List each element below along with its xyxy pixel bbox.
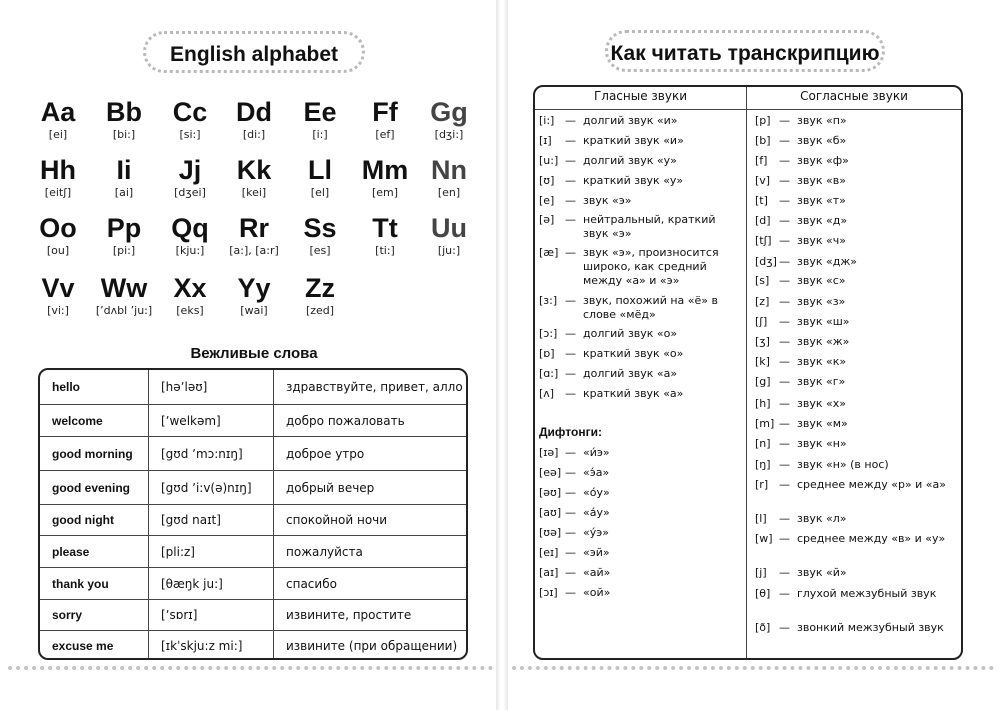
dash: — <box>779 512 790 525</box>
sound-description: звук «т» <box>797 194 846 207</box>
sound-description: звук, похожий на «ё» в слове «мёд» <box>583 294 718 321</box>
sound-description: краткий звук «и» <box>583 134 684 147</box>
ipa-symbol: [b] <box>755 134 771 147</box>
letter-glyph: Oo <box>39 213 77 243</box>
ipa-symbol: [t] <box>755 194 768 207</box>
alphabet-letter <box>419 155 479 201</box>
diphthongs-title: Дифтонги: <box>539 425 602 439</box>
polite-words-title: Вежливые слова <box>190 345 318 362</box>
alphabet-letter <box>160 213 220 259</box>
english-word: thank you <box>40 568 149 599</box>
letter-glyph: Gg <box>430 97 468 127</box>
sound-description: нейтральный, краткий звук «э» <box>583 213 716 240</box>
ipa-symbol: [r] <box>755 478 769 491</box>
word-transcription: [gʊd naɪt] <box>149 505 274 535</box>
sound-description: «о́у» <box>583 486 610 499</box>
word-transcription: [ʼwelkəm] <box>149 405 274 436</box>
english-word: welcome <box>40 405 149 436</box>
sound-description: звук «д» <box>797 214 848 227</box>
sound-description: «и́э» <box>583 446 610 459</box>
sound-description: звук «з» <box>797 295 846 308</box>
letter-transcription: [ju:] <box>437 244 461 257</box>
ipa-symbol: [ʃ] <box>755 315 768 328</box>
alphabet-letter <box>355 97 415 143</box>
sound-description: среднее между «р» и «а» <box>797 478 946 491</box>
alphabet-letter <box>28 97 88 143</box>
english-word: good morning <box>40 437 149 470</box>
ipa-symbol: [ɜ:] <box>539 294 558 307</box>
sound-description: звук «ш» <box>797 315 850 328</box>
russian-translation: здравствуйте, привет, алло <box>286 380 463 394</box>
consonants-header: Согласные звуки <box>800 89 908 103</box>
word-transcription: [θæŋk ju:] <box>149 568 274 599</box>
dash: — <box>779 587 790 600</box>
letter-glyph: Ww <box>100 273 148 303</box>
ipa-symbol: [əʊ] <box>539 486 562 499</box>
word-transcription: [gʊd ʼmɔ:nɪŋ] <box>149 437 274 470</box>
sound-description: долгий звук «а» <box>583 367 678 380</box>
letter-glyph: Xx <box>173 273 207 303</box>
sound-description: звук «э» <box>583 194 632 207</box>
word-transcription: [gʊd ʼi:v(ə)nɪŋ] <box>149 471 274 504</box>
sound-description: звук «б» <box>797 134 847 147</box>
letter-transcription: [pi:] <box>112 244 136 257</box>
sound-description: долгий звук «о» <box>583 327 678 340</box>
ipa-symbol: [i:] <box>539 114 555 127</box>
book-spine <box>496 0 508 710</box>
ipa-symbol: [ə] <box>539 213 555 226</box>
word-transcription: [ʼsɒrɪ] <box>149 600 274 630</box>
ipa-symbol: [ɔ:] <box>539 327 558 340</box>
letter-transcription: [i:] <box>312 128 328 141</box>
dash: — <box>565 526 576 539</box>
alphabet-letter <box>355 213 415 259</box>
ipa-symbol: [ʊə] <box>539 526 562 539</box>
letter-transcription: [si:] <box>179 128 201 141</box>
ipa-symbol: [θ] <box>755 587 771 600</box>
letter-glyph: Tt <box>372 213 398 243</box>
word-transcription: [pli:z] <box>149 536 274 567</box>
letter-glyph: Qq <box>171 213 209 243</box>
table-row <box>40 470 466 504</box>
alphabet-letter <box>224 97 284 143</box>
russian-translation: доброе утро <box>286 446 365 461</box>
table-row <box>40 436 466 470</box>
english-word: good night <box>40 505 149 535</box>
letter-glyph: Cc <box>172 97 208 127</box>
alphabet-letter <box>419 97 479 143</box>
english-word: good evening <box>40 471 149 504</box>
letter-transcription: [zed] <box>305 304 335 317</box>
alphabet-letter <box>160 273 220 319</box>
russian-translation: извините, простите <box>286 608 412 622</box>
alphabet-letter <box>94 213 154 259</box>
ipa-symbol: [ɪə] <box>539 446 559 459</box>
table-row <box>40 370 466 404</box>
letter-glyph: Ss <box>303 213 337 243</box>
dash: — <box>565 114 576 127</box>
dash: — <box>565 347 576 360</box>
letter-glyph: Dd <box>236 97 272 127</box>
sound-description: звук «дж» <box>797 255 857 268</box>
sound-description: звук «ж» <box>797 335 850 348</box>
sound-description: звук «й» <box>797 566 847 579</box>
dash: — <box>565 367 576 380</box>
ipa-symbol: [tʃ] <box>755 234 772 247</box>
letter-transcription: [ei] <box>48 128 68 141</box>
alphabet-title: English alphabet <box>143 31 365 73</box>
letter-transcription: [eitʃ] <box>44 186 72 199</box>
alphabet-letter <box>28 273 88 319</box>
page-border-dots-right <box>512 666 994 670</box>
letter-transcription: [eks] <box>176 304 204 317</box>
russian-translation: пожалуйста <box>286 544 363 559</box>
sound-description: «э́а» <box>583 466 610 479</box>
sound-description: краткий звук «у» <box>583 174 684 187</box>
sound-description: краткий звук «о» <box>583 347 684 360</box>
sound-description: звук «н» (в нос) <box>797 458 889 471</box>
sound-description: звук «ф» <box>797 154 849 167</box>
letter-transcription: [ai] <box>114 186 134 199</box>
sound-description: звук «ч» <box>797 234 846 247</box>
sound-description: звук «м» <box>797 417 848 430</box>
ipa-symbol: [k] <box>755 355 770 368</box>
ipa-symbol: [h] <box>755 397 771 410</box>
ipa-symbol: [ɔɪ] <box>539 586 558 599</box>
ipa-symbol: [e] <box>539 194 555 207</box>
sound-description: среднее между «в» и «у» <box>797 532 946 545</box>
letter-transcription: [el] <box>310 186 330 199</box>
polite-words-table <box>38 368 468 660</box>
alphabet-letter <box>160 155 220 201</box>
dash: — <box>779 375 790 388</box>
dash: — <box>779 255 790 268</box>
alphabet-letter <box>419 213 479 259</box>
ipa-symbol: [ð] <box>755 621 771 634</box>
word-transcription: [həʼləʊ] <box>149 370 274 404</box>
letter-glyph: Ff <box>372 97 398 127</box>
transcription-title: Как читать транскрипцию <box>605 30 885 72</box>
letter-glyph: Hh <box>40 155 76 185</box>
sound-description: звонкий межзубный звук <box>797 621 944 634</box>
dash: — <box>565 194 576 207</box>
sound-description: «у́э» <box>583 526 610 539</box>
russian-translation: извините (при обращении) <box>286 638 458 653</box>
russian-translation: спокойной ночи <box>286 513 388 527</box>
ipa-symbol: [dʒ] <box>755 255 777 268</box>
letter-glyph: Ii <box>116 155 132 185</box>
letter-transcription: [kju:] <box>175 244 205 257</box>
dash: — <box>565 246 576 259</box>
word-transcription: [ɪkˈskju:z mi:] <box>149 631 274 660</box>
letter-glyph: Nn <box>431 155 467 185</box>
dash: — <box>565 566 576 579</box>
dash: — <box>565 446 576 459</box>
sound-description: «ой» <box>583 586 611 599</box>
sound-description: долгий звук «и» <box>583 114 678 127</box>
ipa-symbol: [d] <box>755 214 771 227</box>
letter-glyph: Yy <box>237 273 271 303</box>
dash: — <box>779 437 790 450</box>
letter-glyph: Rr <box>238 213 269 243</box>
alphabet-letter <box>94 155 154 201</box>
dash: — <box>779 274 790 287</box>
alphabet-letter <box>224 273 284 319</box>
table-row <box>40 630 466 660</box>
english-word: sorry <box>40 600 149 630</box>
letter-glyph: Vv <box>41 273 75 303</box>
dash: — <box>779 335 790 348</box>
letter-transcription: [kei] <box>241 186 267 199</box>
dash: — <box>565 387 576 400</box>
sound-description: «ай» <box>583 566 611 579</box>
letter-transcription: [em] <box>371 186 399 199</box>
letter-transcription: [a:], [a:r] <box>229 244 279 257</box>
ipa-symbol: [æ] <box>539 246 559 259</box>
ipa-symbol: [m] <box>755 417 775 430</box>
sound-description: «а́у» <box>583 506 610 519</box>
ipa-symbol: [u:] <box>539 154 559 167</box>
dash: — <box>779 295 790 308</box>
dash: — <box>779 458 790 471</box>
ipa-symbol: [ɒ] <box>539 347 555 360</box>
letter-glyph: Uu <box>431 213 467 243</box>
dash: — <box>779 315 790 328</box>
letter-transcription: [bi:] <box>112 128 136 141</box>
ipa-symbol: [s] <box>755 274 770 287</box>
ipa-symbol: [ʒ] <box>755 335 770 348</box>
dash: — <box>565 466 576 479</box>
alphabet-letter <box>224 155 284 201</box>
letter-glyph: Pp <box>106 213 142 243</box>
alphabet-letter <box>355 155 415 201</box>
letter-glyph: Ee <box>303 97 337 127</box>
dash: — <box>565 506 576 519</box>
dash: — <box>565 486 576 499</box>
sound-description: краткий звук «а» <box>583 387 684 400</box>
dash: — <box>779 154 790 167</box>
dash: — <box>565 134 576 147</box>
alphabet-letter <box>94 273 154 319</box>
dash: — <box>779 214 790 227</box>
english-word: hello <box>40 370 149 404</box>
letter-glyph: Bb <box>106 97 142 127</box>
ipa-symbol: [j] <box>755 566 767 579</box>
sound-description: глухой межзубный звук <box>797 587 937 600</box>
ipa-symbol: [v] <box>755 174 771 187</box>
table-row <box>40 535 466 567</box>
ipa-symbol: [ʌ] <box>539 387 555 400</box>
alphabet-letter <box>290 97 350 143</box>
sound-description: звук «п» <box>797 114 847 127</box>
sound-description: звук «к» <box>797 355 847 368</box>
dash: — <box>779 234 790 247</box>
dash: — <box>565 174 576 187</box>
alphabet-letter <box>28 213 88 259</box>
sound-description: звук «н» <box>797 437 847 450</box>
ipa-symbol: [l] <box>755 512 767 525</box>
letter-glyph: Kk <box>236 155 272 185</box>
table-row <box>40 404 466 436</box>
ipa-symbol: [ɑ:] <box>539 367 559 380</box>
letter-transcription: [dʒi:] <box>434 128 464 141</box>
alphabet-letter <box>94 97 154 143</box>
alphabet-letter <box>28 155 88 201</box>
alphabet-letter <box>290 213 350 259</box>
russian-translation: добрый вечер <box>286 480 375 495</box>
sound-description: звук «л» <box>797 512 847 525</box>
table-row <box>40 599 466 630</box>
header-divider <box>535 109 961 110</box>
alphabet-letter <box>290 155 350 201</box>
dash: — <box>779 478 790 491</box>
dash: — <box>779 194 790 207</box>
ipa-symbol: [w] <box>755 532 773 545</box>
letter-glyph: Jj <box>178 155 202 185</box>
russian-translation: добро пожаловать <box>286 413 405 428</box>
sound-description: звук «г» <box>797 375 846 388</box>
dash: — <box>779 355 790 368</box>
letter-transcription: [ti:] <box>375 244 395 257</box>
page-border-dots-left <box>8 666 493 670</box>
dash: — <box>779 397 790 410</box>
dash: — <box>565 294 576 307</box>
ipa-symbol: [f] <box>755 154 768 167</box>
dash: — <box>779 134 790 147</box>
letter-transcription: [es] <box>309 244 331 257</box>
dash: — <box>565 327 576 340</box>
dash: — <box>779 174 790 187</box>
dash: — <box>779 621 790 634</box>
sound-description: звук «в» <box>797 174 846 187</box>
russian-translation: спасибо <box>286 576 337 591</box>
ipa-symbol: [ɪ] <box>539 134 552 147</box>
letter-transcription: [wai] <box>240 304 268 317</box>
dash: — <box>565 154 576 167</box>
column-divider <box>746 87 747 658</box>
ipa-symbol: [aɪ] <box>539 566 559 579</box>
ipa-symbol: [ŋ] <box>755 458 771 471</box>
ipa-symbol: [eɪ] <box>539 546 559 559</box>
letter-glyph: Aa <box>40 97 76 127</box>
ipa-symbol: [z] <box>755 295 770 308</box>
ipa-symbol: [g] <box>755 375 771 388</box>
alphabet-letter <box>290 273 350 319</box>
letter-glyph: Mm <box>361 155 409 185</box>
alphabet-letter <box>160 97 220 143</box>
letter-transcription: [dʒei] <box>174 186 206 199</box>
table-row <box>40 504 466 535</box>
sound-description: звук «э», произносится широко, как средний между «а» и «э» <box>583 246 719 287</box>
sound-description: звук «х» <box>797 397 846 410</box>
sound-description: звук «с» <box>797 274 846 287</box>
letter-transcription: [ef] <box>375 128 395 141</box>
english-word: excuse me <box>40 631 149 660</box>
letter-transcription: [ʼdʌbl ʼju:] <box>95 304 153 317</box>
ipa-symbol: [aʊ] <box>539 506 562 519</box>
letter-transcription: [di:] <box>242 128 266 141</box>
table-row <box>40 567 466 599</box>
dash: — <box>565 213 576 226</box>
english-word: please <box>40 536 149 567</box>
dash: — <box>565 546 576 559</box>
sound-description: долгий звук «у» <box>583 154 677 167</box>
ipa-symbol: [ʊ] <box>539 174 555 187</box>
alphabet-letter <box>224 213 284 259</box>
dash: — <box>565 586 576 599</box>
letter-glyph: Ll <box>308 155 332 185</box>
letter-transcription: [en] <box>437 186 461 199</box>
dash: — <box>779 566 790 579</box>
dash: — <box>779 114 790 127</box>
ipa-symbol: [eə] <box>539 466 562 479</box>
ipa-symbol: [n] <box>755 437 771 450</box>
vowels-header: Гласные звуки <box>593 89 688 103</box>
ipa-symbol: [p] <box>755 114 771 127</box>
letter-transcription: [ou] <box>46 244 70 257</box>
dash: — <box>779 417 790 430</box>
dash: — <box>779 532 790 545</box>
letter-transcription: [vi:] <box>47 304 69 317</box>
sound-description: «эй» <box>583 546 610 559</box>
letter-glyph: Zz <box>305 273 335 303</box>
